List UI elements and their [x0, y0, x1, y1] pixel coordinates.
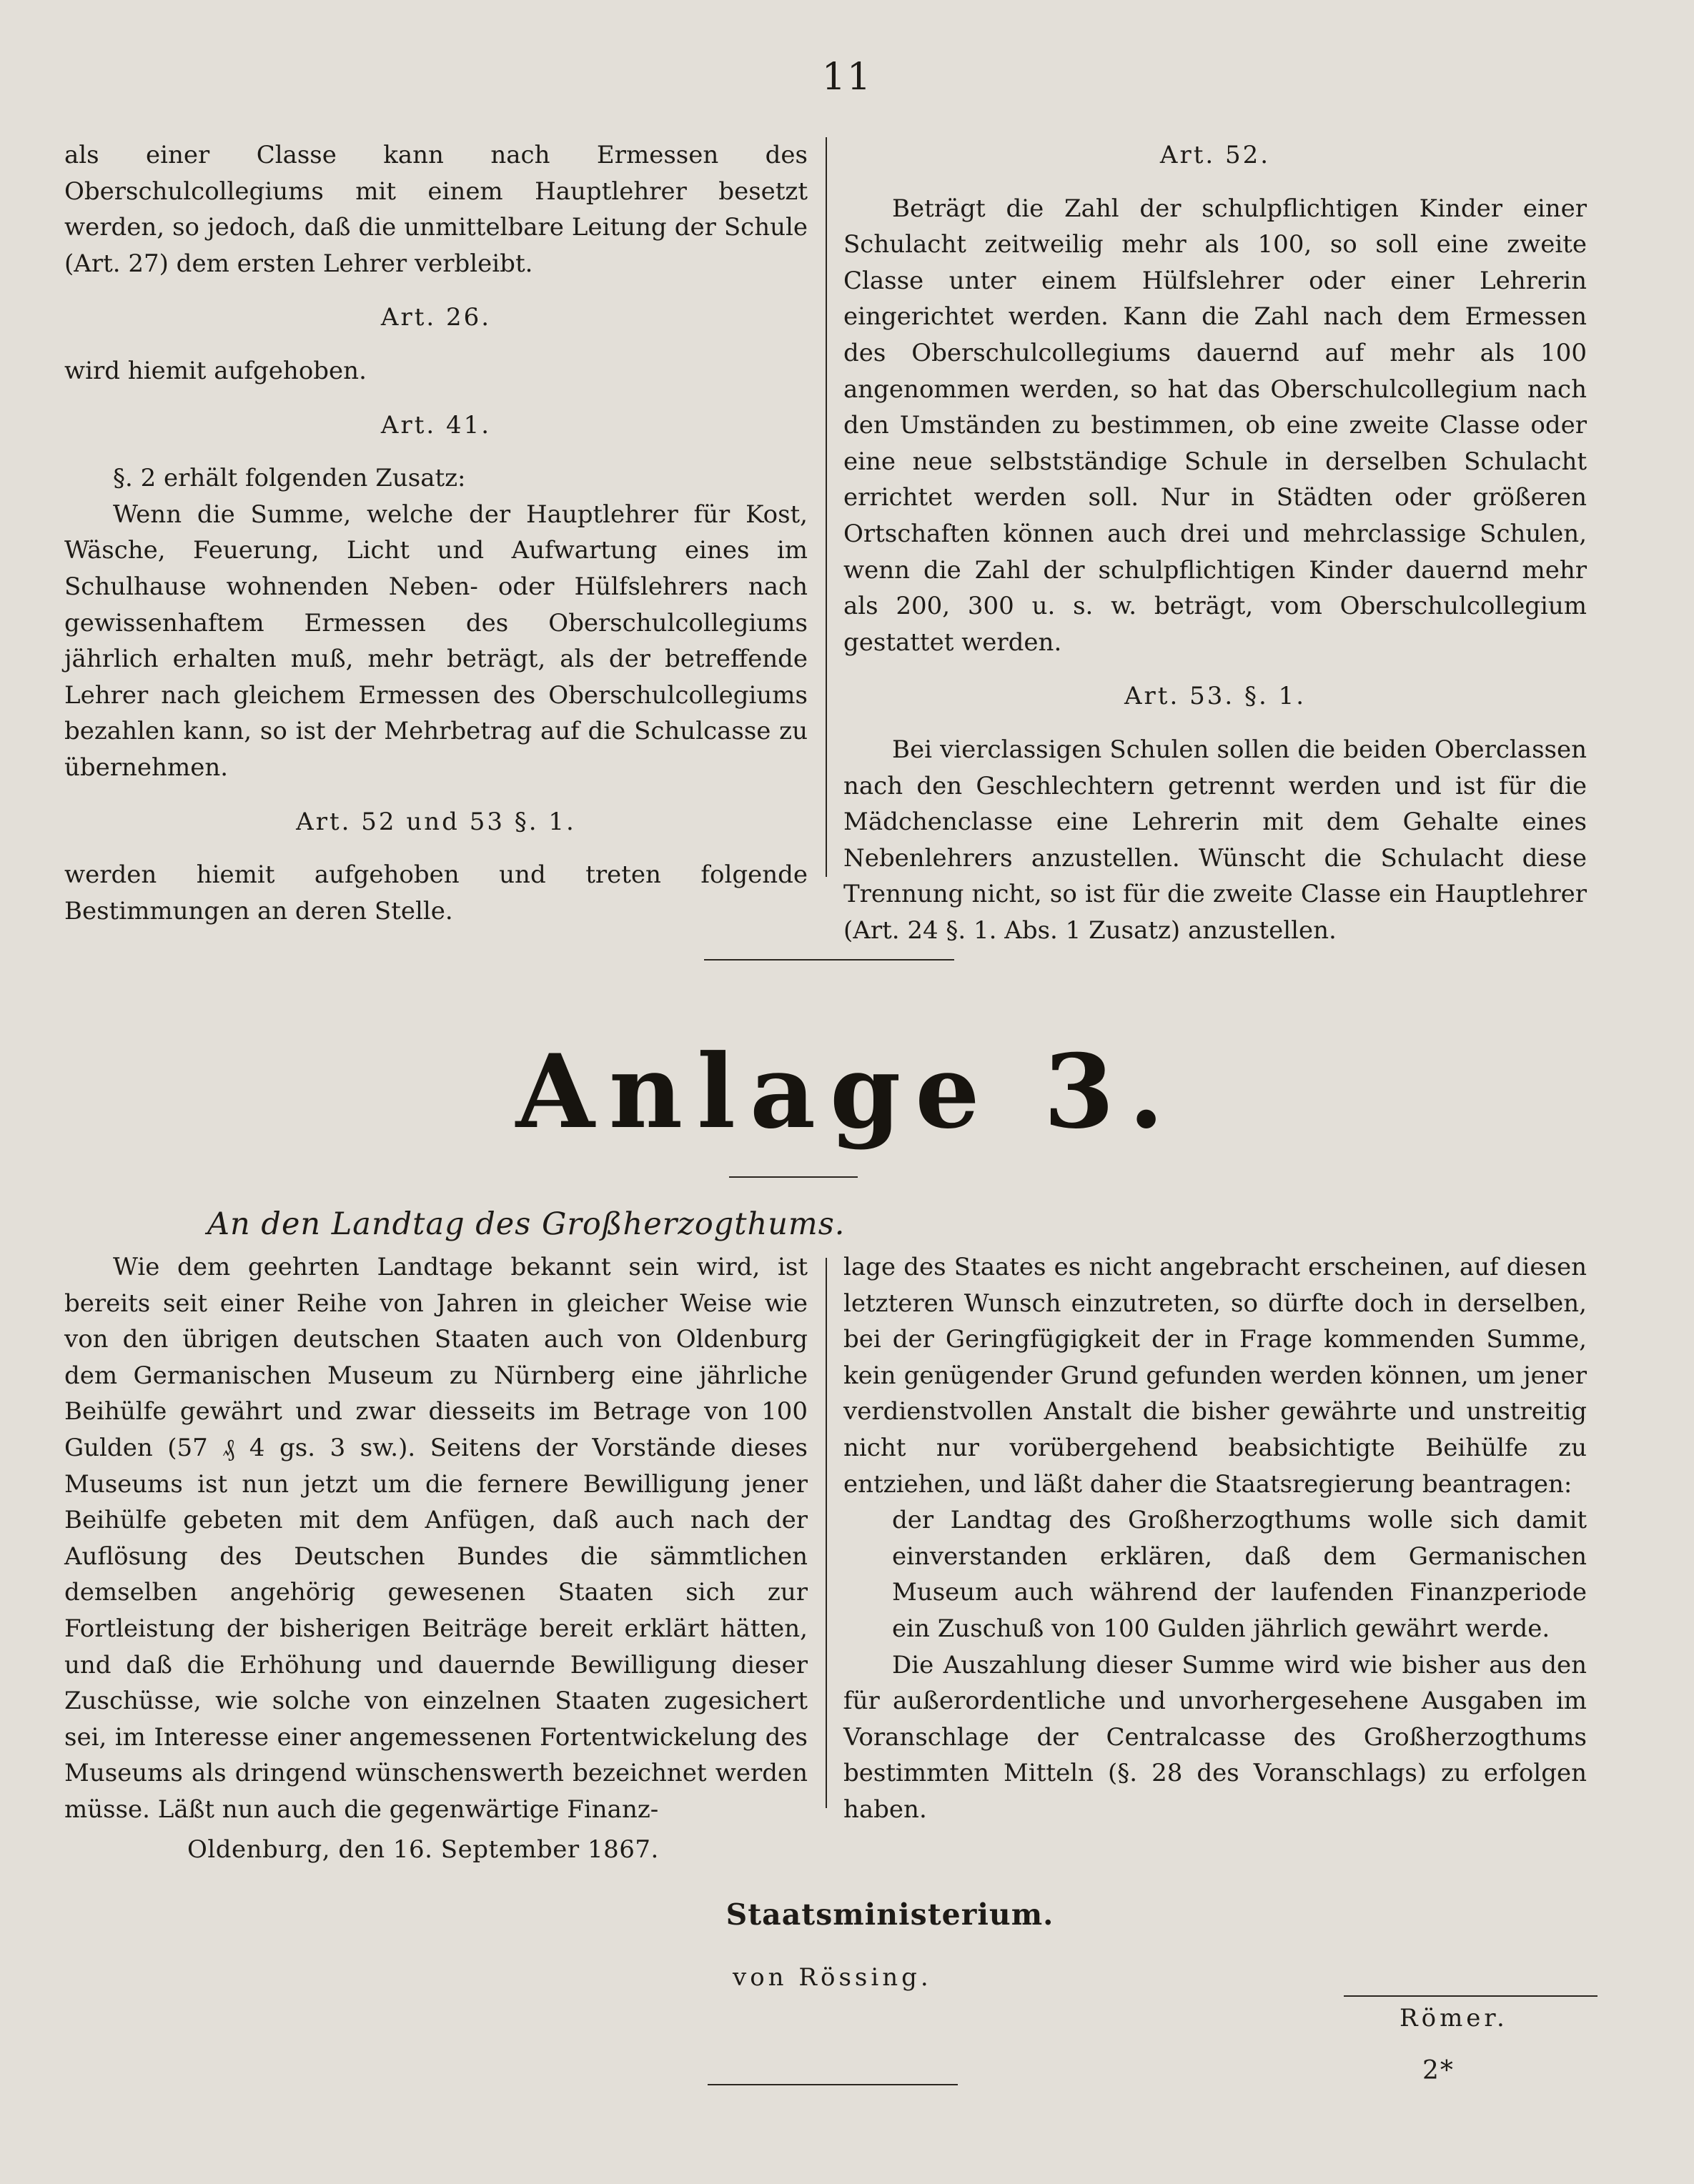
signer-left: von Rössing.: [733, 1963, 932, 1992]
art-41-heading: Art. 41.: [380, 410, 492, 440]
place-date: Oldenburg, den 16. September 1867.: [187, 1835, 659, 1864]
annex-title: Anlage 3.: [515, 1033, 1179, 1151]
signature-line: [1344, 1995, 1598, 1997]
letter-paragraph-1: Wie dem geehrten Landtage bekannt sein wird, ist bereits seit einer Reihe von Jahren in gleicher Weise wie von den übrigen deutschen Staaten auch von Oldenburg dem Germanischen Museum zu Nürnberg eine jährliche Beihülfe gewährt und zwar diesseits im Betrage von 100 Gulden (57 ₰ 4 gs. 3 sw.). Seitens der Vorstände dieses Museums ist nun jetzt um die fernere Bewilligung jener Beihülfe gebeten mit dem Anfügen, daß auch nach der Auflösung des Deutschen Bundes die sämmtlichen demselben angehörig gewesenen Staaten sich zur Fortleistung der bisherigen Beiträge bereit erklärt hätten, und daß die Erhöhung und dauernde Bewilligung dieser Zuschüsse, wie solche von einzelnen Staaten zugesichert sei, im Interesse einer angemessenen Fortentwickelung des Museums als dringend wünschenswerth bezeichnet werden müsse. Läßt nun auch die gegenwärtige Finanz-: [64, 1253, 808, 1824]
continued-paragraph: als einer Classe kann nach Ermessen des Oberschulcollegiums mit einem Hauptlehrer besetzt werden, so jedoch, daß die unmittelbare Leitung der Schule (Art. 27) dem ersten Lehrer verbleibt.: [64, 141, 808, 278]
page-number: 11: [821, 56, 873, 99]
ministry-signature: Staatsministerium.: [725, 1897, 1054, 1932]
art-52-53-heading: Art. 52 und 53 §. 1.: [296, 807, 576, 836]
signer-right: Römer.: [1400, 2004, 1508, 2032]
letter-paragraph-continued: lage des Staates es nicht angebracht erscheinen, auf diesen letzteren Wunsch einzutreten, so dürfte doch in derselben, bei der Geringfügigkeit der in Frage kommenden Summe, kein genügender Grund gefunden werden können, um jener verdienstvollen Anstalt die bisher gewährte und unstreitig nicht nur vorübergehend beabsichtigte Beihülfe zu entziehen, und läßt daher die Staatsregierung beantragen:: [843, 1253, 1587, 1499]
address-heading: An den Landtag des Großherzogthums.: [207, 1206, 846, 1242]
right-column-bottom: [843, 1249, 1587, 1828]
section-rule-top: [704, 959, 954, 961]
payment-paragraph: Die Auszahlung dieser Summe wird wie bisher aus den für außerordentliche und unvorhergesehene Ausgaben im Voranschlage der Centralcasse des Großherzogthums bestimmten Mitteln (§. 28 des Voranschlags) zu erfolgen haben.: [843, 1650, 1587, 1824]
motion-text: der Landtag des Großherzogthums wolle sich damit einverstanden erklären, daß dem Germanischen Museum auch während der laufenden Finanzperiode ein Zuschuß von 100 Gulden jährlich gewährt werde.: [892, 1506, 1587, 1643]
art-52-heading: Art. 52.: [1159, 141, 1271, 169]
left-column-top: [64, 137, 808, 929]
column-divider-bottom: [826, 1258, 827, 1808]
art-26-heading: Art. 26.: [380, 303, 492, 332]
art-41-text: Wenn die Summe, welche der Hauptlehrer für Kost, Wäsche, Feuerung, Licht und Aufwartung eines im Schulhause wohnenden Neben- oder Hülfslehrers nach gewissenhaftem Ermessen des Oberschulcollegiums jährlich erhalten muß, mehr beträgt, als der betreffende Lehrer nach gleichem Ermessen des Oberschulcollegiums bezahlen kann, so ist der Mehrbetrag auf die Schulcasse zu übernehmen.: [64, 500, 808, 782]
column-divider-top: [826, 137, 827, 877]
art-53-text: Bei vierclassigen Schulen sollen die beiden Oberclassen nach den Geschlechtern getrennt werden und ist für die Mädchenclasse eine Lehrerin mit dem Gehalte eines Nebenlehrers anzustellen. Wünscht die Schulacht diese Trennung nicht, so ist für die zweite Classe ein Hauptlehrer (Art. 24 §. 1. Abs. 1 Zusatz) anzustellen.: [843, 735, 1587, 945]
section-rule-bottom: [708, 2084, 958, 2085]
art-52-53-text: werden hiemit aufgehoben und treten folgende Bestimmungen an deren Stelle.: [64, 860, 808, 925]
art-26-text: wird hiemit aufgehoben.: [64, 356, 367, 385]
left-column-bottom: [64, 1249, 808, 1828]
title-rule: [729, 1176, 858, 1178]
art-53-heading: Art. 53. §. 1.: [1124, 682, 1307, 711]
right-column-top: [843, 137, 1587, 948]
art-52-text: Beträgt die Zahl der schulpflichtigen Kinder einer Schulacht zeitweilig mehr als 100, so soll eine zweite Classe unter einem Hülfslehrer oder einer Lehrerin eingerichtet werden. Kann die Zahl nach dem Ermessen des Oberschulcollegiums dauernd auf mehr als 100 angenommen werden, so hat das Oberschulcollegium nach den Umständen zu bestimmen, ob eine zweite Classe oder eine neue selbstständige Schule in derselben Schulacht errichtet werden soll. Nur in Städten oder größeren Ortschaften können auch drei und mehrclassige Schulen, wenn die Zahl der schulpflichtigen Kinder dauernd mehr als 200, 300 u. s. w. beträgt, vom Oberschulcollegium gestattet werden.: [843, 194, 1587, 657]
art-41-intro: §. 2 erhält folgenden Zusatz:: [113, 464, 466, 493]
signature-mark: 2*: [1422, 2056, 1455, 2085]
